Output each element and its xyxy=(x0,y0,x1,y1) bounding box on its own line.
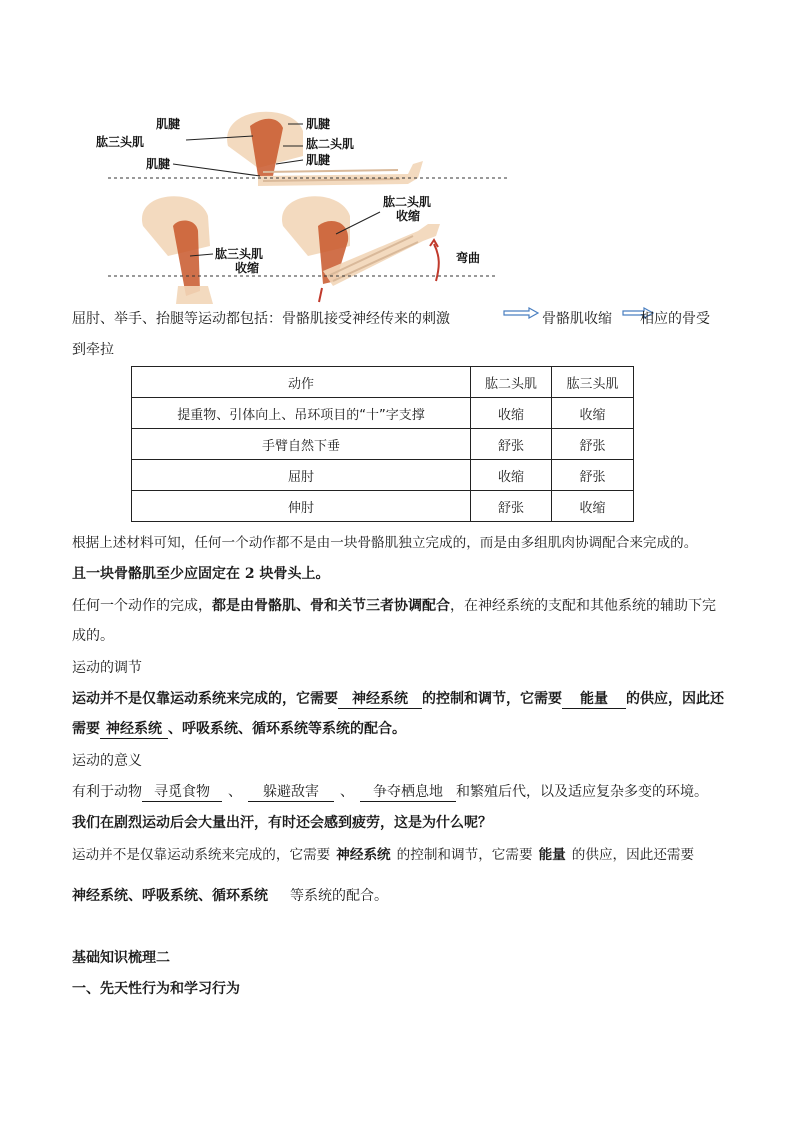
arm-muscle-figure xyxy=(78,106,514,304)
coordination-line1 xyxy=(72,596,716,616)
answer-line2 xyxy=(72,886,388,906)
regulation-part-c: 的供应，因此还 xyxy=(626,691,724,707)
label-tendon-top-right: 肌腱 xyxy=(306,117,331,131)
answer-part-a: 运动并不是仅靠运动系统来完成的，它需要 xyxy=(72,847,331,863)
table-cell: 屈肘 xyxy=(132,460,471,491)
label-biceps-top: 肱二头肌 xyxy=(306,137,355,151)
coordination-part-b: 都是由骨骼肌、骨和关节三者协调配合 xyxy=(212,598,450,614)
heading-regulation: 运动的调节 xyxy=(72,660,142,676)
extended-arm-triceps-illustration xyxy=(142,196,213,304)
regulation-part-b: 的控制和调节，它需要 xyxy=(422,691,562,707)
regulation-blank-nervous: 神经系统 xyxy=(338,690,422,709)
table-row xyxy=(132,398,634,429)
table-cell: 提重物、引体向上、吊环项目的“十”字支撑 xyxy=(132,398,471,429)
table-cell: 收缩 xyxy=(552,398,634,429)
label-bend: 弯曲 xyxy=(456,251,481,265)
label-triceps-contract-2: 收缩 xyxy=(235,261,260,275)
section-subheading: 一、先天性行为和学习行为 xyxy=(72,981,240,997)
heading-meaning: 运动的意义 xyxy=(72,753,142,769)
label-triceps-contract: 肱三头肌 xyxy=(215,247,264,261)
intro-part2: 骨骼肌收缩 xyxy=(542,311,612,327)
table-header-row xyxy=(132,367,634,398)
answer-part-d: 的供应，因此还需要 xyxy=(571,847,695,863)
muscle-action-table xyxy=(131,366,634,522)
regulation-part-a: 运动并不是仅靠运动系统来完成的，它需要 xyxy=(72,691,338,707)
answer2-bold-nervous: 神经系统 xyxy=(72,888,128,904)
label-biceps-contract: 肱二头肌 xyxy=(383,195,432,209)
label-tendon-mid-right: 肌腱 xyxy=(306,153,331,167)
conclusion-text: 根据上述材料可知，任何一个动作都不是由一块骨骼肌独立完成的，而是由多组肌肉协调配合来完成的。 xyxy=(72,535,698,551)
meaning-part-b: 和繁殖后代，以及适应复杂多变的环境。 xyxy=(456,784,708,800)
table-cell: 伸肘 xyxy=(132,491,471,522)
intro-line2: 到牵拉 xyxy=(72,342,114,358)
label-triceps-top: 肱三头肌 xyxy=(96,135,145,149)
table-row xyxy=(132,460,634,491)
regulation-line2 xyxy=(72,719,406,739)
table-cell: 收缩 xyxy=(552,491,634,522)
table-cell: 收缩 xyxy=(471,460,552,491)
meaning-separator: 、 xyxy=(340,784,354,800)
coordination-part-c: ，在神经系统的支配和其他系统的辅助下完 xyxy=(450,598,716,614)
table-cell: 舒张 xyxy=(471,491,552,522)
answer2-part-c: 等系统的配合。 xyxy=(290,888,388,904)
meaning-blank-habitat: 争夺栖息地 xyxy=(360,783,456,802)
regulation2-blank-nervous: 神经系统 xyxy=(100,720,168,739)
table-cell: 舒张 xyxy=(552,460,634,491)
section-heading-2: 基础知识梳理二 xyxy=(72,950,170,966)
table-header-cell: 肱三头肌 xyxy=(552,367,634,398)
answer-bold-nervous: 神经系统 xyxy=(336,847,391,863)
table-cell: 手臂自然下垂 xyxy=(132,429,471,460)
meaning-line xyxy=(72,782,708,802)
coordination-line2: 成的。 xyxy=(72,628,114,644)
intro-part3: 相应的骨受 xyxy=(640,311,710,327)
table-row xyxy=(132,491,634,522)
table-cell: 舒张 xyxy=(471,429,552,460)
table-header-cell: 动作 xyxy=(132,367,471,398)
label-tendon-bottom-left: 肌腱 xyxy=(146,157,171,171)
table-row xyxy=(132,429,634,460)
answer-line1 xyxy=(72,845,694,865)
regulation2-part-a: 需要 xyxy=(72,721,100,737)
question-text: 我们在剧烈运动后会大量出汗，有时还会感到疲劳，这是为什么呢？ xyxy=(72,815,492,831)
meaning-separator: 、 xyxy=(228,784,242,800)
regulation-line1 xyxy=(72,689,724,709)
answer-bold-energy: 能量 xyxy=(538,847,566,863)
table-cell: 收缩 xyxy=(471,398,552,429)
table-cell: 舒张 xyxy=(552,429,634,460)
label-biceps-contract-2: 收缩 xyxy=(396,209,421,223)
regulation2-part-b: 、呼吸系统、循环系统等系统的配合。 xyxy=(168,721,406,737)
answer-part-c: 的控制和调节，它需要 xyxy=(396,847,533,863)
meaning-blank-food: 寻觅食物 xyxy=(142,783,222,802)
table-header-cell: 肱二头肌 xyxy=(471,367,552,398)
regulation-blank-energy: 能量 xyxy=(562,690,626,709)
meaning-part-a: 有利于动物 xyxy=(72,784,142,800)
coordination-part-a: 任何一个动作的完成， xyxy=(72,598,212,614)
arrow-right-icon xyxy=(503,307,539,319)
meaning-blank-enemy: 躲避敌害 xyxy=(248,783,334,802)
fixed-bones-text: 且一块骨骼肌至少应固定在 2 块骨头上。 xyxy=(72,566,330,582)
intro-part1: 屈肘、举手、抬腿等运动都包括：骨骼肌接受神经传来的刺激 xyxy=(72,311,450,327)
label-tendon-top-left: 肌腱 xyxy=(156,117,181,131)
answer2-bold-systems: 、呼吸系统、循环系统 xyxy=(128,888,268,904)
